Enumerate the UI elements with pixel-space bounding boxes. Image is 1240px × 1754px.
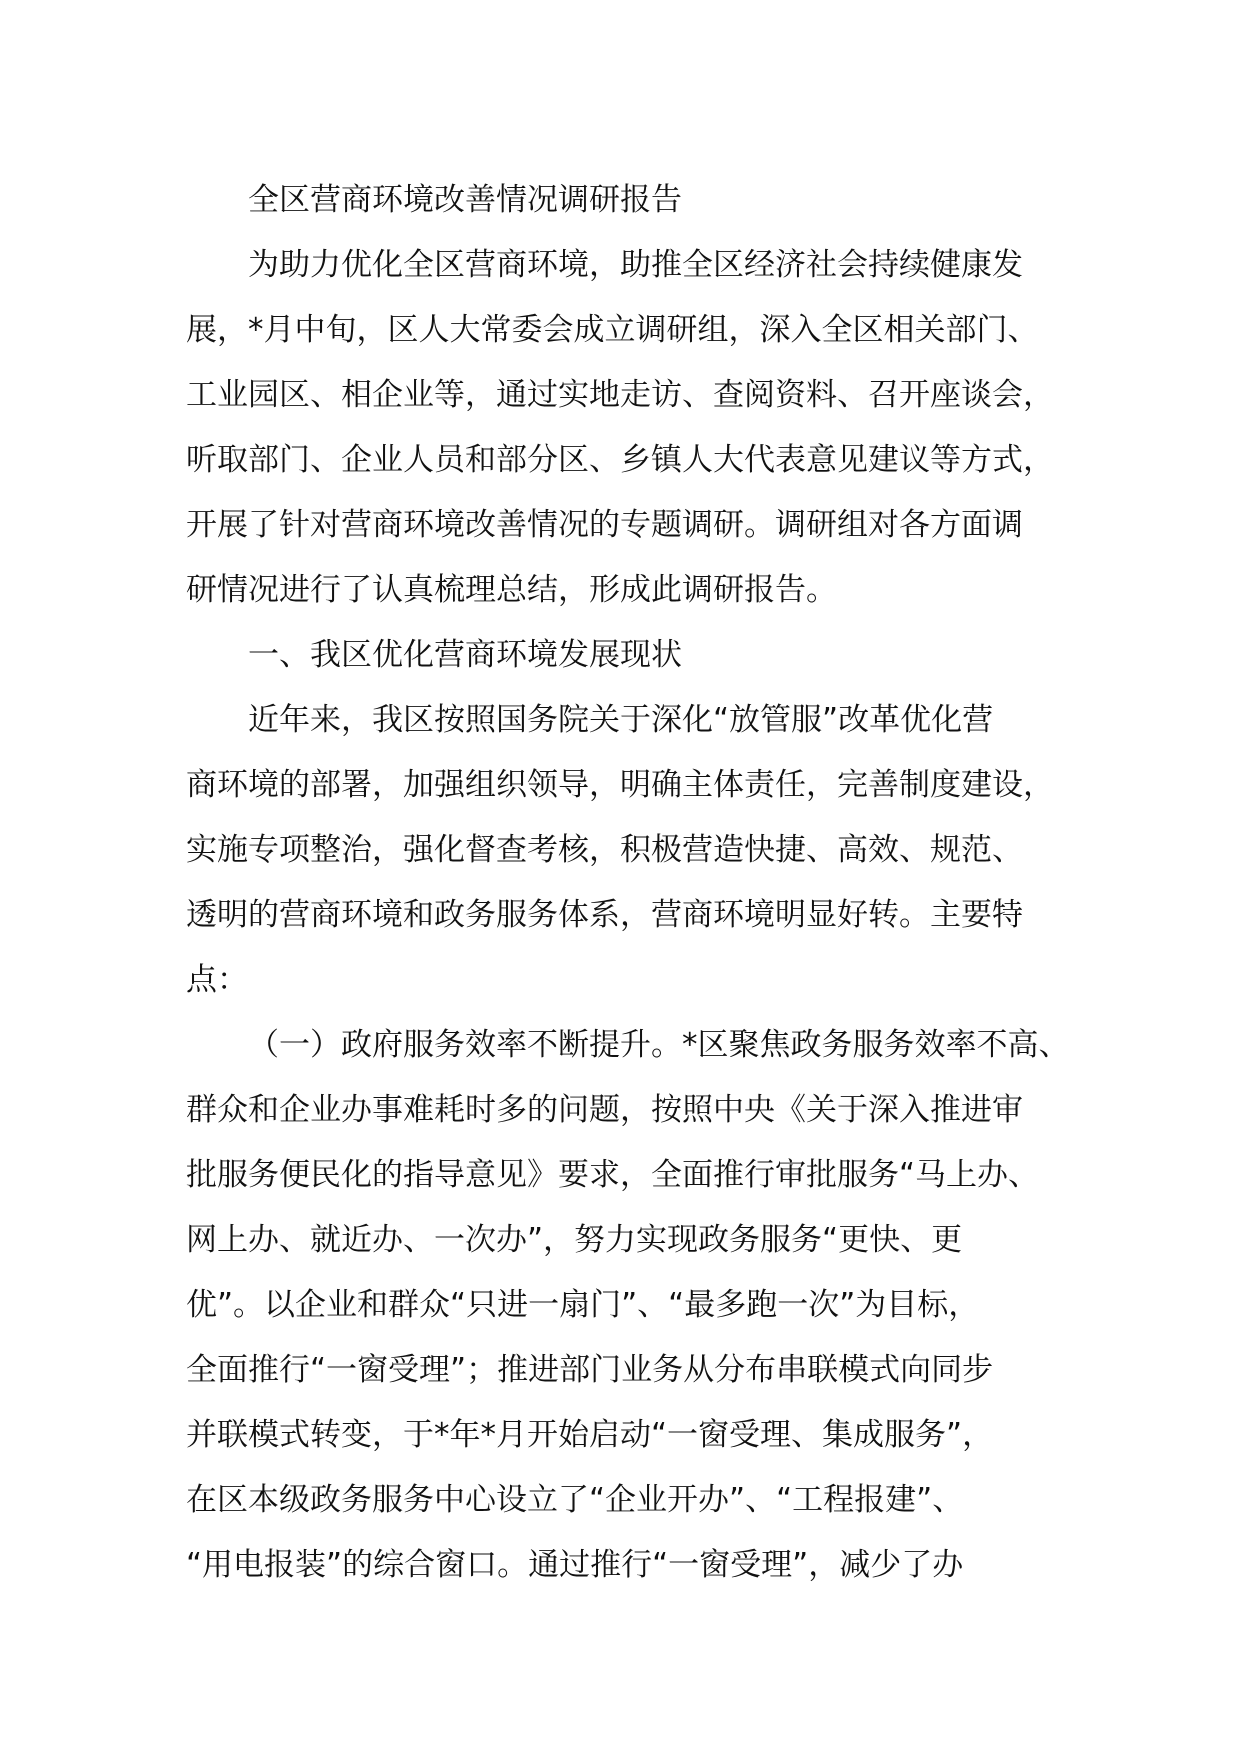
paragraph-line: 开展了针对营商环境改善情况的专题调研。调研组对各方面调 bbox=[186, 507, 1023, 543]
paragraph-line: 优”。以企业和群众“只进一扇门”、“最多跑一次”为目标， bbox=[186, 1287, 980, 1323]
paragraph-section-1 bbox=[186, 688, 1086, 1013]
paragraph-line: 研情况进行了认真梳理总结，形成此调研报告。 bbox=[186, 572, 837, 608]
paragraph-line: 群众和企业办事难耗时多的问题，按照中央《关于深入推进审 bbox=[186, 1092, 1023, 1128]
paragraph-line: 在区本级政务服务中心设立了“企业开办”、“工程报建”、 bbox=[186, 1482, 964, 1518]
paragraph-line: 网上办、就近办、一次办”，努力实现政务服务“更快、更 bbox=[186, 1222, 963, 1258]
section-heading: 一、我区优化营商环境发展现状 bbox=[248, 637, 682, 673]
subsection-heading-line: （一）政府服务效率不断提升。*区聚焦政务服务效率不高、 bbox=[248, 1027, 1070, 1063]
paragraph-line: 商环境的部署，加强组织领导，明确主体责任，完善制度建设， bbox=[186, 767, 1054, 803]
paragraph-line: 点： bbox=[186, 962, 248, 998]
document-title: 全区营商环境改善情况调研报告 bbox=[248, 182, 682, 218]
paragraph-line: 听取部门、企业人员和部分区、乡镇人大代表意见建议等方式， bbox=[186, 442, 1054, 478]
paragraph-line: 透明的营商环境和政务服务体系，营商环境明显好转。主要特 bbox=[186, 897, 1023, 933]
paragraph-line: 展，*月中旬，区人大常委会成立调研组，深入全区相关部门、 bbox=[186, 312, 1039, 348]
paragraph-line: “用电报装”的综合窗口。通过推行“一窗受理”，减少了办 bbox=[186, 1547, 964, 1583]
paragraph-line: 实施专项整治，强化督查考核，积极营造快捷、高效、规范、 bbox=[186, 832, 1023, 868]
paragraph-line: 全面推行“一窗受理”；推进部门业务从分布串联模式向同步 bbox=[186, 1352, 994, 1388]
paragraph-line: 工业园区、相企业等，通过实地走访、查阅资料、召开座谈会， bbox=[186, 377, 1054, 413]
document-page bbox=[186, 168, 1086, 1598]
paragraph-line: 并联模式转变，于*年*月开始启动“一窗受理、集成服务”， bbox=[186, 1417, 994, 1453]
paragraph-intro bbox=[186, 233, 1086, 623]
paragraph-line: 近年来，我区按照国务院关于深化“放管服”改革优化营 bbox=[248, 702, 994, 738]
paragraph-subsection-1 bbox=[186, 1013, 1086, 1598]
paragraph-line: 为助力优化全区营商环境，助推全区经济社会持续健康发 bbox=[248, 247, 1023, 283]
paragraph-line: 批服务便民化的指导意见》要求，全面推行审批服务“马上办、 bbox=[186, 1157, 1040, 1193]
